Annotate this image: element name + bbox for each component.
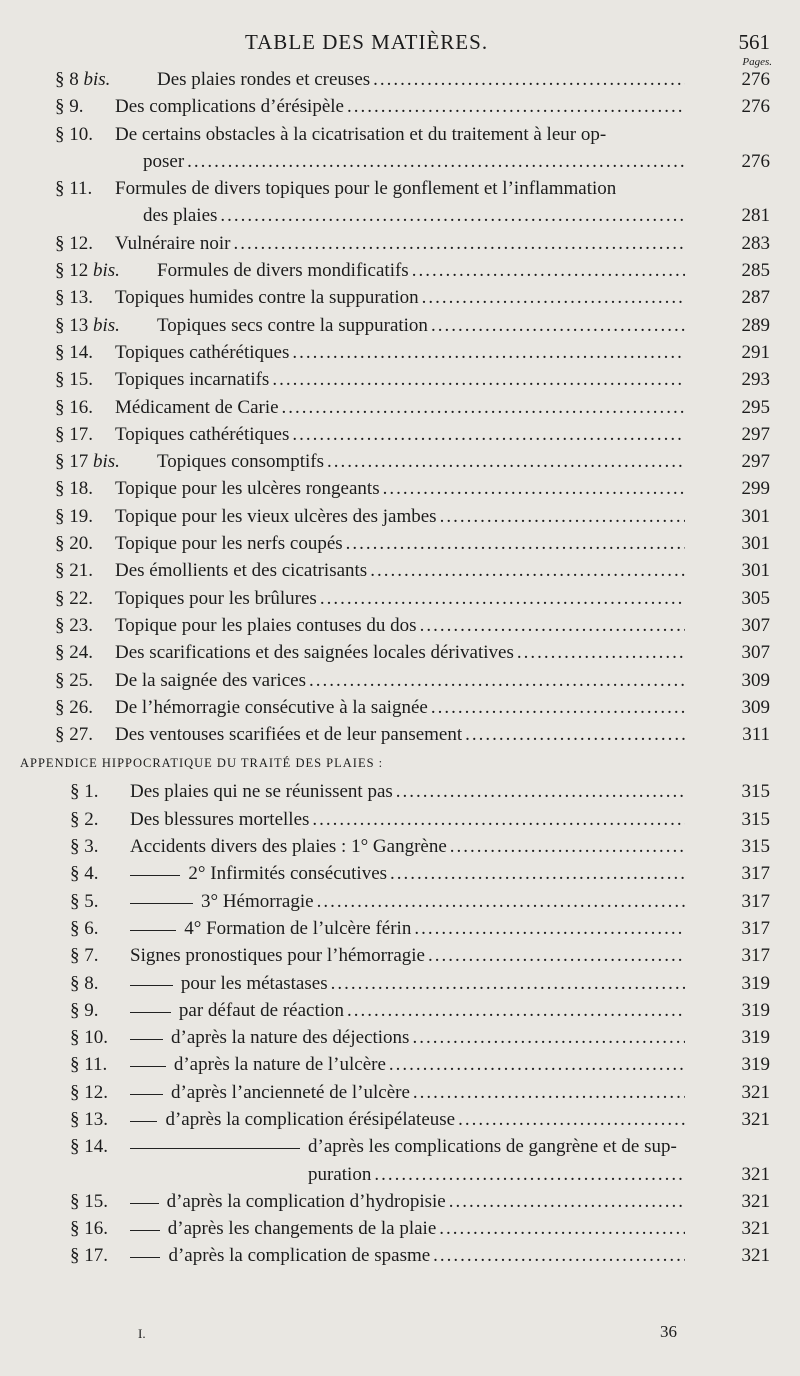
entry-title: 2° Infirmités consécutives <box>188 863 388 885</box>
section-number: § 6. <box>70 917 99 939</box>
entry-title-continued: poser <box>143 150 185 172</box>
dot-leader <box>417 612 685 639</box>
section-number: § 2. <box>70 808 99 830</box>
entry-title: Topiques incarnatifs <box>115 369 270 391</box>
page-number: 561 <box>738 30 770 54</box>
toc-entry <box>0 530 800 557</box>
entry-title: Topiques cathérétiques <box>115 423 290 445</box>
toc-entry <box>0 339 800 366</box>
section-number: § 25. <box>55 669 93 691</box>
page-reference: 319 <box>741 972 770 994</box>
section-number: § 21. <box>55 560 93 582</box>
ditto-rule <box>130 1121 157 1122</box>
dot-leader <box>446 1188 685 1215</box>
toc-entry <box>0 93 800 120</box>
sheet-number: 36 <box>660 1322 677 1341</box>
ditto-rule <box>130 903 193 904</box>
section-number: § 1. <box>70 781 99 803</box>
toc-entry <box>0 970 800 997</box>
page-reference: 295 <box>741 396 770 418</box>
entry-title: Des émollients et des cicatrisants <box>115 560 368 582</box>
section-number: § 9. <box>70 999 99 1021</box>
page-reference: 301 <box>741 560 770 582</box>
page-reference: 315 <box>741 836 770 858</box>
toc-entry <box>0 612 800 639</box>
dot-leader <box>393 778 685 805</box>
dot-leader <box>386 1051 685 1078</box>
section-number: § 13. <box>55 287 93 309</box>
toc-entry <box>0 1242 800 1269</box>
section-number: § 20. <box>55 533 93 555</box>
entry-title: De l’hémorragie consécutive à la saignée <box>115 696 428 718</box>
dot-leader <box>514 639 685 666</box>
page-reference: 321 <box>741 1108 770 1130</box>
section-number: § 13. <box>70 1108 108 1130</box>
entry-title: Formules de divers mondificatifs <box>157 260 409 282</box>
entry-title: Topique pour les nerfs coupés <box>115 533 343 555</box>
dot-leader <box>428 312 685 339</box>
toc-entry <box>0 1024 800 1051</box>
section-number: § 9. <box>55 96 84 118</box>
entry-title: Des scarifications et des saignées locales dérivatives <box>115 642 514 664</box>
section-number: § 8. <box>70 972 99 994</box>
section-number: § 15. <box>70 1190 108 1212</box>
entry-title: Topiques cathérétiques <box>115 341 290 363</box>
toc-entry <box>0 1051 800 1078</box>
entry-title: d’après la complication d’hydropisie <box>166 1190 446 1212</box>
entry-title: d’après la complication de spasme <box>168 1245 431 1267</box>
ditto-rule <box>130 985 173 986</box>
toc-entry <box>0 475 800 502</box>
dot-leader <box>419 284 685 311</box>
page-reference: 307 <box>741 614 770 636</box>
dot-leader <box>462 721 685 748</box>
dot-leader <box>411 915 685 942</box>
section-number: § 12 bis. <box>55 260 120 282</box>
page-reference: 317 <box>741 863 770 885</box>
toc-entry <box>0 778 800 805</box>
entry-title: Des plaies qui ne se réunissent pas <box>130 781 393 803</box>
dot-leader <box>306 667 685 694</box>
ditto-rule <box>130 1230 160 1231</box>
page-reference: 321 <box>741 1245 770 1267</box>
entry-title: d’après les complications de gangrène et de sup- <box>308 1136 677 1158</box>
page-reference: 276 <box>741 150 770 172</box>
toc-entry <box>0 394 800 421</box>
entry-title: Topique pour les vieux ulcères des jambes <box>115 505 437 527</box>
toc-entry <box>0 448 800 475</box>
page-reference: 317 <box>741 945 770 967</box>
dot-leader <box>184 148 685 175</box>
dot-leader <box>380 475 685 502</box>
entry-title: Topiques consomptifs <box>157 451 325 473</box>
page-reference: 321 <box>741 1190 770 1212</box>
dot-leader <box>428 694 685 721</box>
toc-entry <box>0 1215 800 1242</box>
bis-marker: bis. <box>83 69 111 90</box>
toc-entry <box>0 1188 800 1215</box>
toc-entry <box>0 1079 800 1106</box>
toc-entry <box>0 667 800 694</box>
entry-title: pour les métastases <box>180 972 328 994</box>
page-reference: 311 <box>742 724 770 746</box>
page-reference: 315 <box>741 808 770 830</box>
entry-title: d’après l’ancienneté de l’ulcère <box>170 1081 410 1103</box>
page-reference: 309 <box>741 669 770 691</box>
toc-entry <box>0 257 800 284</box>
page-reference: 315 <box>741 781 770 803</box>
bis-marker: bis. <box>93 314 120 336</box>
dot-leader <box>289 421 685 448</box>
dot-leader <box>387 860 685 887</box>
ditto-rule <box>130 930 176 931</box>
toc-entry <box>0 503 800 530</box>
dot-leader <box>309 806 685 833</box>
entry-title: Topique pour les ulcères rongeants <box>115 478 380 500</box>
dot-leader <box>324 448 685 475</box>
entry-title: 3° Hémorragie <box>200 890 314 912</box>
dot-leader <box>217 202 685 229</box>
toc-entry <box>0 694 800 721</box>
page-reference: 287 <box>741 287 770 309</box>
page-reference: 319 <box>741 1027 770 1049</box>
entry-title: Signes pronostiques pour l’hémorragie <box>130 945 425 967</box>
toc-entry <box>0 1133 800 1188</box>
ditto-rule <box>130 1203 159 1204</box>
entry-title: par défaut de réaction <box>178 999 345 1021</box>
section-number: § 18. <box>55 478 93 500</box>
dot-leader <box>269 366 685 393</box>
section-number: § 12. <box>55 232 93 254</box>
page-reference: 301 <box>741 533 770 555</box>
section-number: § 10. <box>70 1027 108 1049</box>
section-number: § 22. <box>55 587 93 609</box>
entry-title: Des blessures mortelles <box>130 808 310 830</box>
entry-title: Formules de divers topiques pour le gonflement et l’inflammation <box>115 178 617 200</box>
bis-marker: bis. <box>93 260 120 282</box>
section-number: § 27. <box>55 724 93 746</box>
entry-title: d’après la complication érésipélateuse <box>165 1108 456 1130</box>
dot-leader <box>344 93 685 120</box>
dot-leader <box>343 530 685 557</box>
dot-leader <box>328 970 685 997</box>
entry-title: Accidents divers des plaies : 1° Gangrène <box>130 836 447 858</box>
toc-entry <box>0 585 800 612</box>
page-reference: 301 <box>741 505 770 527</box>
page-reference: 283 <box>741 232 770 254</box>
toc-entry <box>0 312 800 339</box>
entry-title: Topiques humides contre la suppuration <box>115 287 419 309</box>
entry-title: Médicament de Carie <box>115 396 279 418</box>
entry-title: Topique pour les plaies contuses du dos <box>115 614 417 636</box>
signature-mark: I. <box>138 1326 146 1341</box>
section-number: § 4. <box>70 863 99 885</box>
pages-column-label: Pages. <box>742 56 772 68</box>
page-reference: 309 <box>741 696 770 718</box>
entry-title: d’après la nature des déjections <box>171 1027 410 1049</box>
section-number: § 14. <box>70 1136 108 1158</box>
page-reference: 321 <box>741 1218 770 1240</box>
section-number: § 12. <box>70 1081 108 1103</box>
toc-entry <box>0 1106 800 1133</box>
section-number: § 26. <box>55 696 93 718</box>
toc-entry <box>0 557 800 584</box>
dot-leader <box>367 557 685 584</box>
section-number: § 16. <box>55 396 93 418</box>
page-reference: 317 <box>741 890 770 912</box>
page-reference: 276 <box>741 96 770 118</box>
page-reference: 321 <box>741 1163 770 1185</box>
appendix-heading: APPENDICE HIPPOCRATIQUE DU TRAITÉ DES PLAIES : <box>20 756 384 771</box>
dot-leader <box>289 339 685 366</box>
entry-title: 4° Formation de l’ulcère férin <box>184 917 412 939</box>
ditto-rule <box>130 1257 160 1258</box>
page-reference: 297 <box>741 423 770 445</box>
entry-title-continued: puration <box>308 1163 372 1185</box>
page-reference: 321 <box>741 1081 770 1103</box>
dot-leader <box>370 66 685 93</box>
entry-title-continued: des plaies <box>143 205 218 227</box>
page-title: TABLE DES MATIÈRES. <box>245 30 489 54</box>
section-number: § 11. <box>70 1054 108 1076</box>
toc-entry <box>0 860 800 887</box>
dot-leader <box>410 1079 685 1106</box>
toc-entry <box>0 721 800 748</box>
entry-title: Vulnéraire noir <box>115 232 231 254</box>
toc-entry <box>0 230 800 257</box>
section-number: § 15. <box>55 369 93 391</box>
entry-title: Des complications d’érésipèle <box>115 96 344 118</box>
section-number: § 14. <box>55 341 93 363</box>
ditto-rule <box>130 1039 163 1040</box>
section-number: § 19. <box>55 505 93 527</box>
toc-entry <box>0 833 800 860</box>
page-reference: 297 <box>741 451 770 473</box>
ditto-rule <box>130 1012 171 1013</box>
section-number: § 5. <box>70 890 99 912</box>
toc-entry <box>0 175 800 230</box>
entry-title: d’après la nature de l’ulcère <box>173 1054 386 1076</box>
dot-leader <box>430 1242 685 1269</box>
dot-leader <box>409 1024 685 1051</box>
toc-entry <box>0 121 800 176</box>
section-number: § 7. <box>70 945 99 967</box>
entry-title: Des ventouses scarifiées et de leur pansement <box>115 724 463 746</box>
page-reference: 305 <box>741 587 770 609</box>
dot-leader <box>317 585 685 612</box>
ditto-rule <box>130 1066 166 1067</box>
page-reference: 289 <box>741 314 770 336</box>
page-reference: 307 <box>741 642 770 664</box>
section-number: § 8 bis. <box>55 69 111 90</box>
dot-leader <box>436 1215 685 1242</box>
ditto-rule <box>130 1094 163 1095</box>
page-reference: 293 <box>741 369 770 391</box>
dot-leader <box>409 257 685 284</box>
page-reference: 276 <box>741 69 770 90</box>
running-header <box>0 30 800 58</box>
section-number: § 16. <box>70 1218 108 1240</box>
page-reference: 285 <box>741 260 770 282</box>
bis-marker: bis. <box>93 451 120 473</box>
page-reference: 291 <box>741 341 770 363</box>
dot-leader <box>344 997 685 1024</box>
section-number: § 10. <box>55 123 93 145</box>
page-reference: 317 <box>741 917 770 939</box>
entry-title: De certains obstacles à la cicatrisation et du traitement à leur op- <box>115 123 607 145</box>
page-reference: 281 <box>741 205 770 227</box>
section-number: § 3. <box>70 836 99 858</box>
section-number: § 17. <box>55 423 93 445</box>
table-of-contents <box>0 66 800 1270</box>
entry-title: De la saignée des varices <box>115 669 306 691</box>
toc-entry <box>0 421 800 448</box>
dot-leader <box>425 942 685 969</box>
entry-title: Topiques secs contre la suppuration <box>157 314 428 336</box>
page-reference: 299 <box>741 478 770 500</box>
entry-title: d’après les changements de la plaie <box>167 1218 437 1240</box>
toc-entry <box>0 366 800 393</box>
toc-entry <box>0 639 800 666</box>
ditto-rule <box>130 1148 300 1149</box>
toc-entry <box>0 888 800 915</box>
toc-entry <box>0 284 800 311</box>
section-number: § 23. <box>55 614 93 636</box>
dot-leader <box>447 833 685 860</box>
toc-entry <box>0 942 800 969</box>
dot-leader <box>371 1161 685 1188</box>
page-reference: 319 <box>741 999 770 1021</box>
page-reference: 319 <box>741 1054 770 1076</box>
toc-entry <box>0 997 800 1024</box>
entry-title: Des plaies rondes et creuses <box>157 69 371 90</box>
section-number: § 24. <box>55 642 93 664</box>
dot-leader <box>314 888 685 915</box>
toc-entry <box>0 915 800 942</box>
toc-entry <box>0 66 800 93</box>
section-number: § 17. <box>70 1245 108 1267</box>
entry-title: Topiques pour les brûlures <box>115 587 317 609</box>
dot-leader <box>455 1106 685 1133</box>
toc-entry <box>0 806 800 833</box>
section-number: § 13 bis. <box>55 314 120 336</box>
dot-leader <box>437 503 685 530</box>
ditto-rule <box>130 875 180 876</box>
dot-leader <box>279 394 685 421</box>
section-number: § 11. <box>55 178 93 200</box>
section-number: § 17 bis. <box>55 451 120 473</box>
dot-leader <box>230 230 685 257</box>
